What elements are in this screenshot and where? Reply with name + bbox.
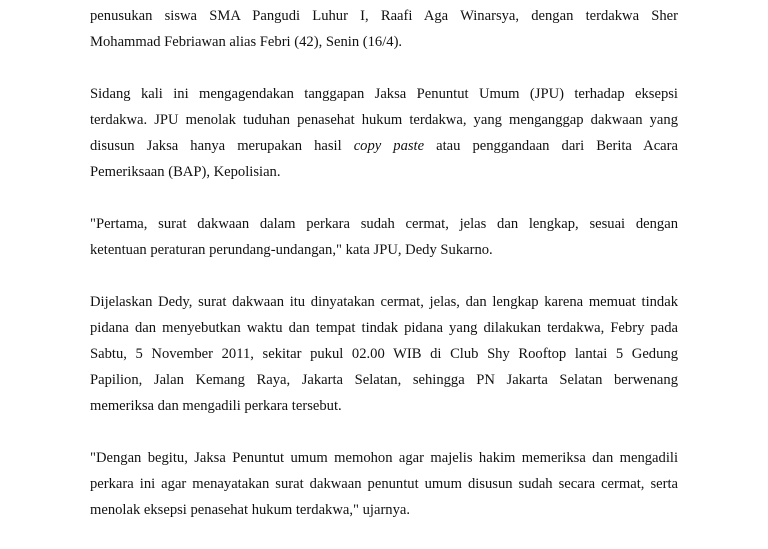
- text-line: memeriksa dan mengadili perkara tersebut.: [90, 398, 342, 414]
- text-line: Pemeriksaan (BAP), Kepolisian.: [90, 164, 281, 180]
- text-line: "Dengan begitu, Jaksa Penuntut umum memohon agar majelis hakim memeriksa dan mengadili: [90, 450, 678, 466]
- paragraph-2: [90, 81, 678, 185]
- document-page: [90, 3, 678, 549]
- text-line: ketentuan peraturan perundang-undangan," kata JPU, Dedy Sukarno.: [90, 242, 493, 258]
- text-line: terdakwa. JPU menolak tuduhan penasehat hukum terdakwa, yang menganggap dakwaan yang: [90, 112, 678, 128]
- text-line: Mohammad Febriawan alias Febri (42), Senin (16/4).: [90, 34, 403, 50]
- paragraph-1: [90, 3, 678, 55]
- text-line: Dijelaskan Dedy, surat dakwaan itu dinyatakan cermat, jelas, dan lengkap karena memuat tindak: [90, 294, 678, 310]
- text-line: perkara ini agar menayatakan surat dakwaan penuntut umum disusun sudah secara cermat, serta: [90, 476, 678, 492]
- italic-term: copy paste: [353, 138, 425, 154]
- text-segment: atau penggandaan dari Berita Acara: [424, 138, 678, 154]
- text-line: Sabtu, 5 November 2011, sekitar pukul 02.00 WIB di Club Shy Rooftop lantai 5 Gedung: [90, 346, 678, 362]
- text-line: menolak eksepsi penasehat hukum terdakwa," ujarnya.: [90, 502, 411, 518]
- text-segment: disusun Jaksa hanya merupakan hasil: [90, 138, 354, 154]
- paragraph-5: [90, 445, 678, 523]
- text-line: pidana dan menyebutkan waktu dan tempat tindak pidana yang dilakukan terdakwa, Febry pada: [90, 320, 678, 336]
- text-line: penusukan siswa SMA Pangudi Luhur I, Raafi Aga Winarsya, dengan terdakwa Sher: [90, 8, 678, 24]
- text-line: "Pertama, surat dakwaan dalam perkara sudah cermat, jelas dan lengkap, sesuai dengan: [90, 216, 678, 232]
- paragraph-3: [90, 211, 678, 263]
- text-line-with-italic: [90, 133, 678, 159]
- text-line: Papilion, Jalan Kemang Raya, Jakarta Selatan, sehingga PN Jakarta Selatan berwenang: [90, 372, 678, 388]
- text-line: Sidang kali ini mengagendakan tanggapan Jaksa Penuntut Umum (JPU) terhadap eksepsi: [90, 86, 678, 102]
- paragraph-4: [90, 289, 678, 419]
